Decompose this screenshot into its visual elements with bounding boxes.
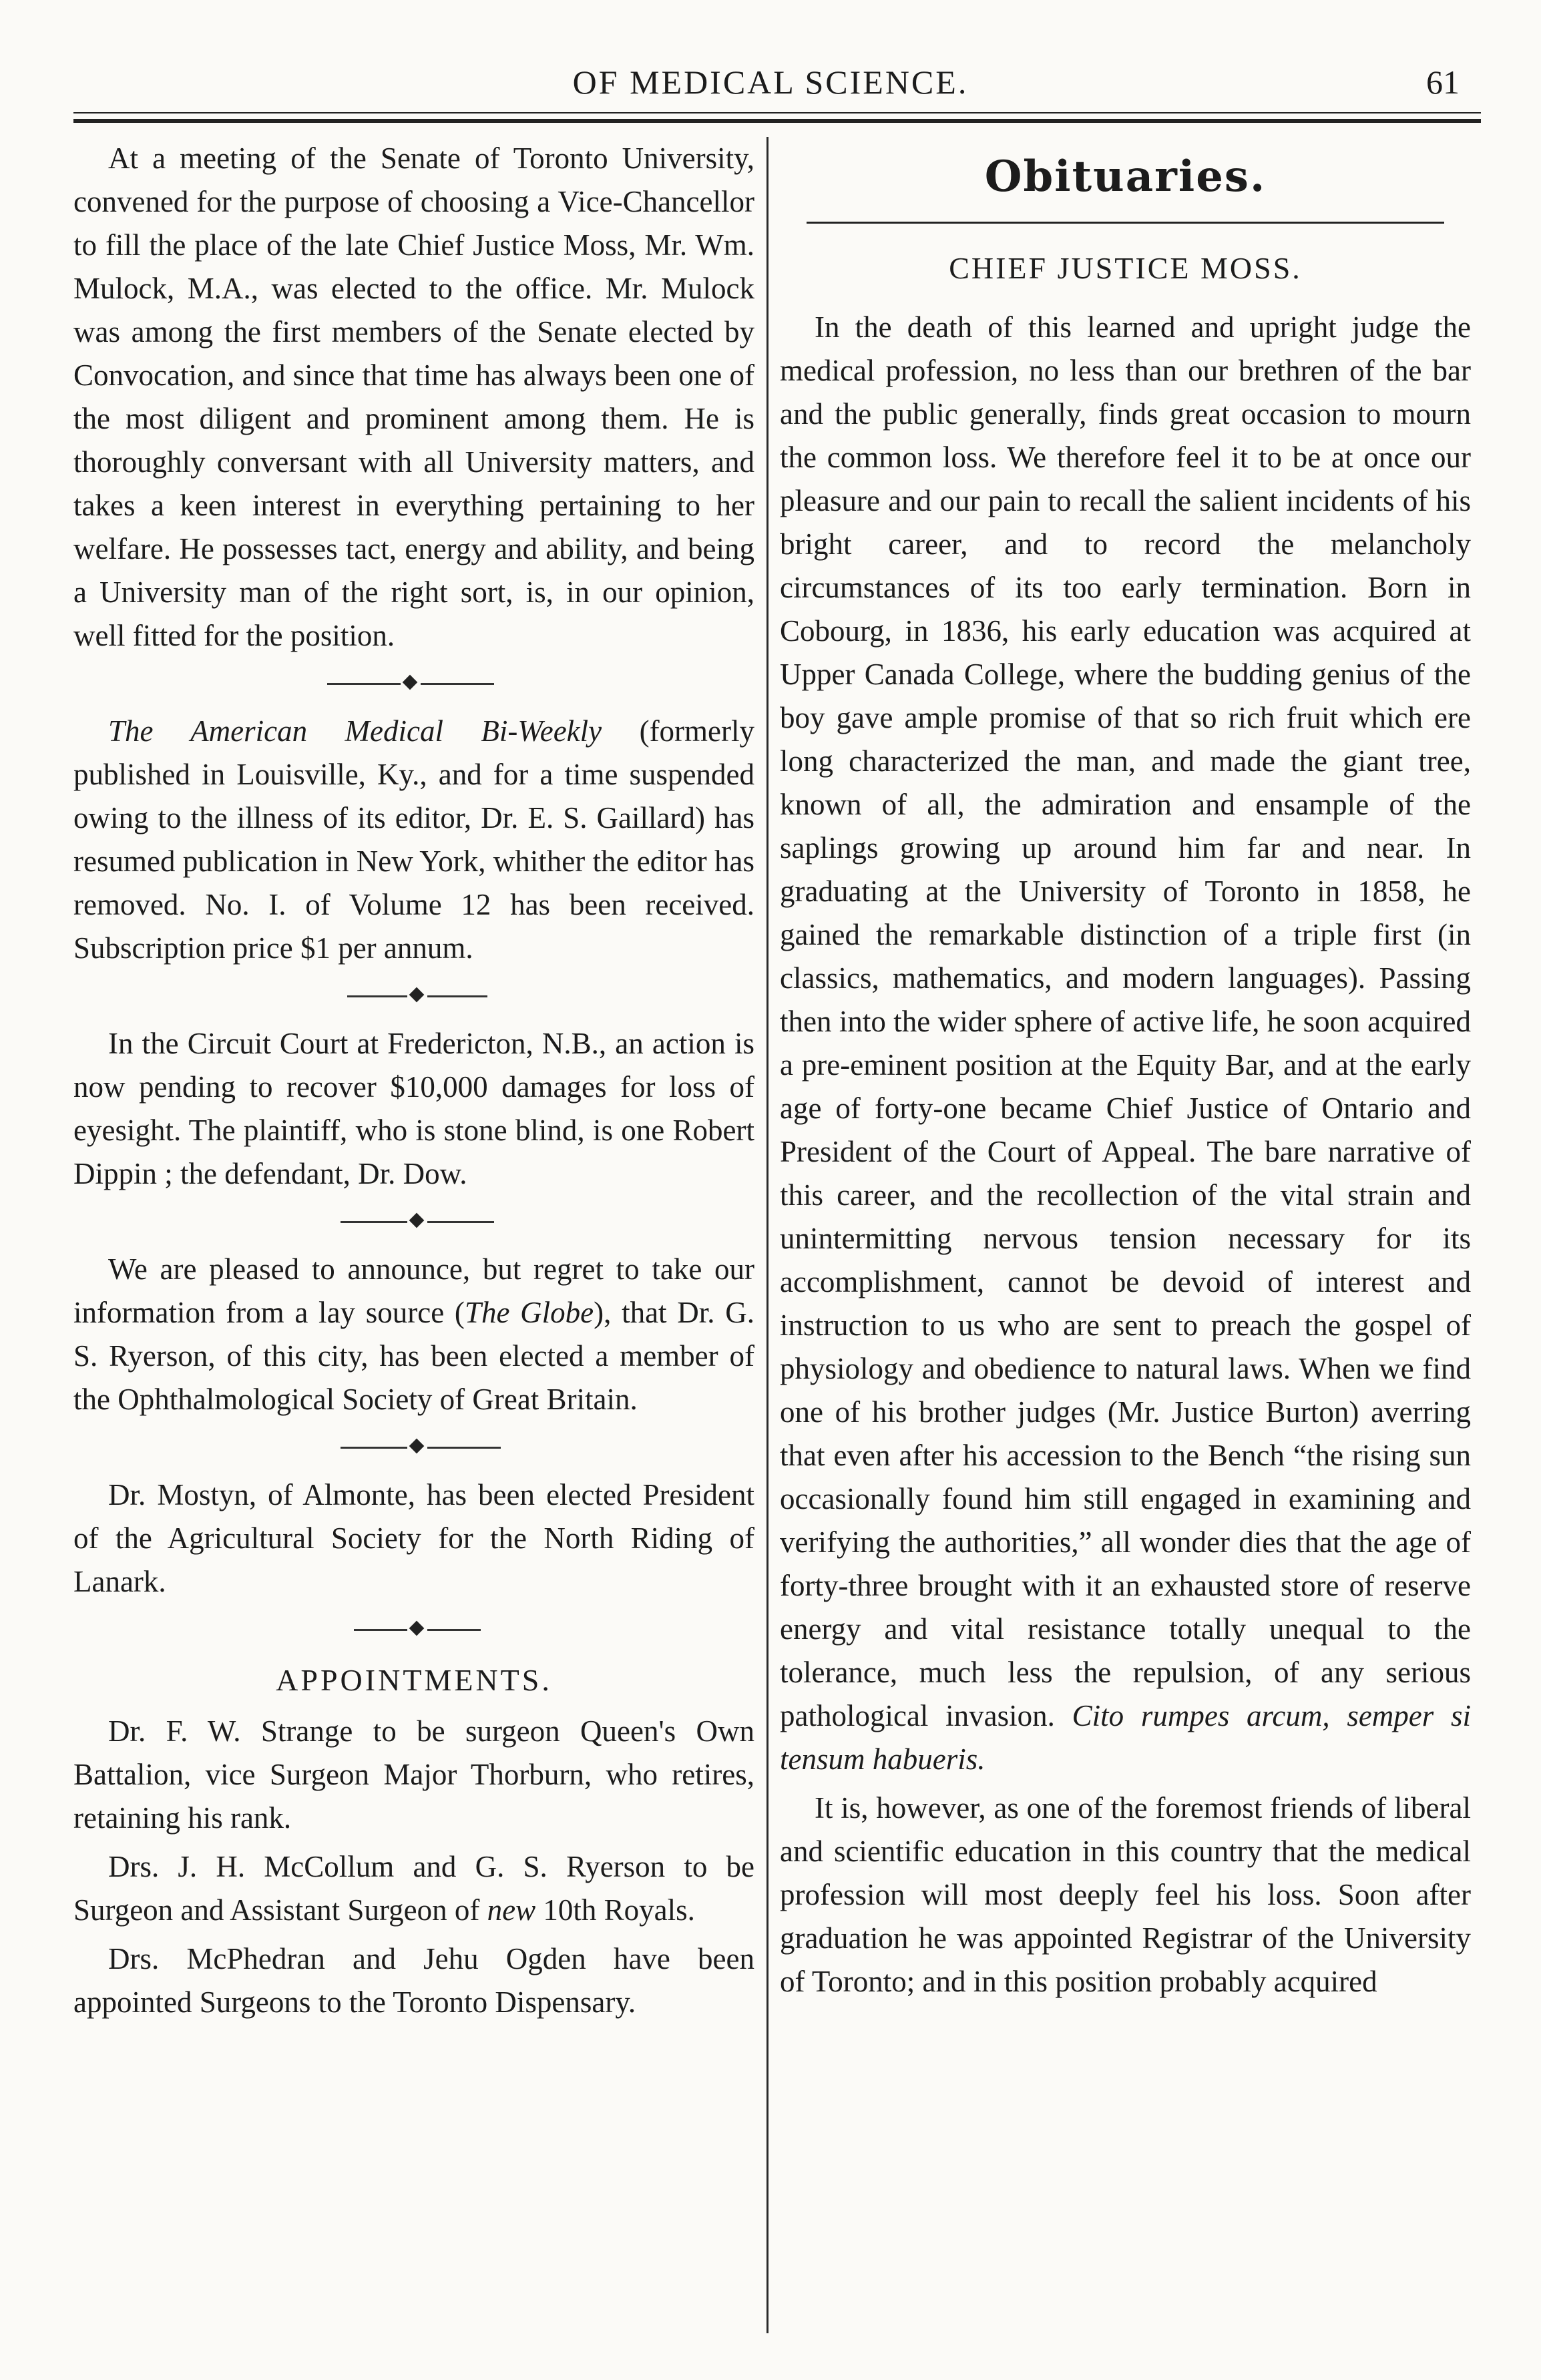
left-column — [73, 137, 754, 2024]
ornament-divider — [73, 1604, 754, 1656]
right-column — [780, 137, 1471, 2003]
ornament-divider — [73, 658, 754, 710]
mostyn-paragraph: Dr. Mostyn, of Almonte, has been elected President of the Agricultural Society for the North Riding of Lanark. — [73, 1478, 754, 1598]
obituary-paragraph: It is, however, as one of the foremost friends of liberal and scientific education in this country that the medical profession will most deeply feel his loss. Soon after graduation he was appointed Registrar of the University of Toronto; and in this position probably acquired — [780, 1791, 1471, 1998]
weekly-text: (formerly published in Louisville, Ky., and for a time suspended owing to the illness of its editor, Dr. E. S. Gaillard) has resumed publication in New York, whither the editor has removed. No. I. of Volume 12 has been received. Subscription price $1 per annum. — [73, 714, 755, 965]
appointments-heading: APPOINTMENTS. — [276, 1663, 552, 1697]
appointment-paragraph: Dr. F. W. Strange to be surgeon Queen's Own Battalion, vice Surgeon Major Thorburn, who retires, retaining his rank. — [73, 1714, 754, 1835]
running-title: OF MEDICAL SCIENCE. — [572, 63, 969, 101]
obituary-paragraph — [780, 306, 1471, 1781]
ryerson-text-after: ), that Dr. G. S. Ryerson, of this city, has been elected a member of the Ophthalmological Society of Great Britain. — [73, 1296, 754, 1416]
obituary-text: In the death of this learned and upright judge the medical profession, no less than our brethren of the bar and the public generally, finds great occasion to mourn the common loss. We therefore feel it to be at once our pleasure and our pain to recall the salient incidents of his bright career, and to record the melancholy circumstances of its too early termination. Born in Cobourg, in 1836, his early education was acquired at Upper Canada College, where the budding genius of the boy gave ample promise of that so rich fruit which ere long characterized the man, and made the giant tree, known of all, the admiration and ensample of the saplings growing up around him far and near. In graduating at the University of Toronto in 1858, he gained the remarkable distinction of a triple first (in classics, mathematics, and modern languages). Passing then into the wider sphere of active life, he soon acquired a pre-eminent position at the Equity Bar, and at the early age of forty-one became Chief Justice of Ontario and President of the Court of Appeal. The bare narrative of this career, and the recollection of the vital strain and unintermitting nervous tension necessary for its accomplishment, cannot be devoid of interest and instruction to us who are sent to preach the gospel of physiology and obedience to natural laws. When we find one of his brother judges (Mr. Justice Burton) averring that even after his accession to the Bench “the rising sun occasionally found him still engaged in examining and verifying the authorities,” all wonder dies that the age of forty-three brought with it an exhausted store of reserve energy and vital resistance totally unequal to the tolerance, much less the repulsion, of any serious pathological invasion. — [780, 310, 1471, 1732]
ornament-divider — [73, 970, 754, 1022]
senate-paragraph: At a meeting of the Senate of Toronto University, convened for the purpose of choosing a Vice-Chancellor to fill the place of the late Chief Justice Moss, Mr. Wm. Mulock, M.A., was elected to the office. Mr. Mulock was among the first members of the Senate elected by Convocation, and since that time has always been one of the most diligent and prominent among them. He is thoroughly conversant with all University matters, and takes a keen interest in everything pertaining to her welfare. He possesses tact, energy and ability, and being a University man of the right sort, is, in our opinion, well fitted for the position. — [73, 142, 754, 652]
column-divider — [766, 137, 768, 2333]
page-number: 61 — [1426, 63, 1460, 101]
appointment-text-before: Drs. J. H. McCollum and G. S. Ryerson to be Surgeon and Assistant Surgeon of — [73, 1850, 754, 1927]
ornament-divider — [73, 1421, 754, 1473]
ryerson-paragraph — [73, 1248, 754, 1421]
ryerson-source: The Globe — [464, 1296, 594, 1329]
header-rule-thin — [73, 112, 1481, 113]
section-title-rule — [807, 222, 1444, 224]
section-title: Obituaries. — [984, 152, 1267, 202]
ornament-divider — [73, 1196, 754, 1248]
running-head — [73, 52, 1468, 105]
appointment-paragraph — [73, 1845, 754, 1932]
court-paragraph: In the Circuit Court at Fredericton, N.B., an action is now pending to recover $10,000 damages for loss of eyesight. The plaintiff, who is stone blind, is one Robert Dippin ; the defendant, Dr. Dow. — [73, 1027, 754, 1190]
obituary-heading: CHIEF JUSTICE MOSS. — [949, 251, 1302, 285]
appointment-italic: new — [487, 1893, 536, 1927]
weekly-paragraph — [73, 710, 754, 970]
latin-quote: Cito rumpes arcum, semper si tensum habueris. — [780, 1699, 1472, 1776]
journal-title: The American Medical Bi-Weekly — [108, 714, 602, 748]
header-rule-thick — [73, 119, 1481, 123]
ryerson-text-before: We are pleased to announce, but regret to take our information from a lay source ( — [73, 1252, 754, 1329]
appointment-text-after: 10th Royals. — [535, 1893, 695, 1927]
appointment-paragraph: Drs. McPhedran and Jehu Ogden have been appointed Surgeons to the Toronto Dispensary. — [73, 1942, 754, 2019]
